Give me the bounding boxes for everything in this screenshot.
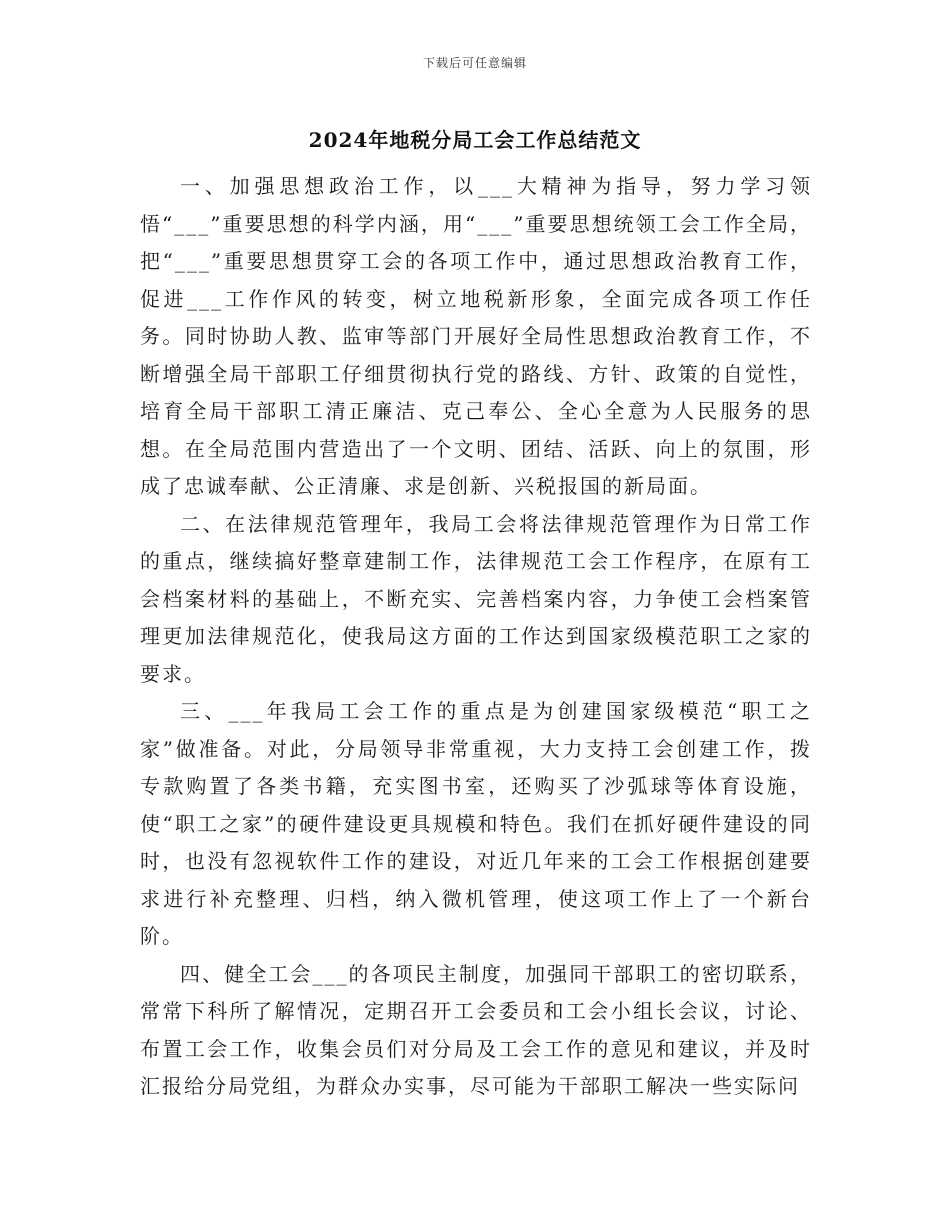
paragraph-1: 一、加强思想政治工作，以___大精神为指导，努力学习领悟“___”重要思想的科学内涵，用“___”重要思想统领工会工作全局，把“___”重要思想贯穿工会的各项工作中，通过思想政治教育工作，促进___工作作风的转变，树立地税新形象，全面完成各项工作任务。同时协助人教、监审等部门开展好全局性思想政治教育工作，不断增强全局干部职工仔细贯彻执行党的路线、方针、政策的自觉性，培育全局干部职工清正廉洁、克己奉公、全心全意为人民服务的思想。在全局范围内营造出了一个文明、团结、活跃、向上的氛围，形成了忠诚奉献、公正清廉、求是创新、兴税报国的新局面。 xyxy=(140,174,812,498)
paragraph-3: 三、___年我局工会工作的重点是为创建国家级模范“职工之家”做准备。对此，分局领导非常重视，大力支持工会创建工作，拨专款购置了各类书籍，充实图书室，还购买了沙弧球等体育设施，使“职工之家”的硬件建设更具规模和特色。我们在抓好硬件建设的同时，也没有忽视软件工作的建设，对近几年来的工会工作根据创建要求进行补充整理、归档，纳入微机管理，使这项工作上了一个新台阶。 xyxy=(140,699,812,948)
document-title: 2024年地税分局工会工作总结范文 xyxy=(308,128,642,152)
paragraph-4: 四、健全工会___的各项民主制度，加强同干部职工的密切联系，常常下科所了解情况，定期召开工会委员和工会小组长会议，讨论、布置工会工作，收集会员们对分局及工会工作的意见和建议，并及时汇报给分局党组，为群众办实事，尽可能为干部职工解决一些实际问 xyxy=(140,961,812,1098)
paragraph-2: 二、在法律规范管理年，我局工会将法律规范管理作为日常工作的重点，继续搞好整章建制工作，法律规范工会工作程序，在原有工会档案材料的基础上，不断充实、完善档案内容，力争使工会档案管理更加法律规范化，使我局这方面的工作达到国家级模范职工之家的要求。 xyxy=(140,511,812,686)
document-body xyxy=(140,168,812,1106)
header-note: 下载后可任意编辑 xyxy=(422,56,527,70)
